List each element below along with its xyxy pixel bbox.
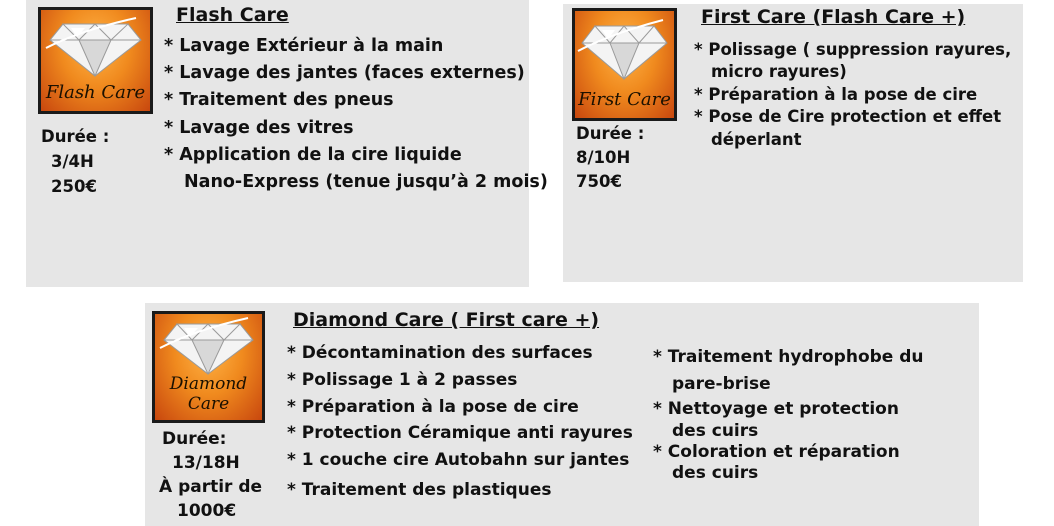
list-item: des cuirs xyxy=(672,421,759,441)
diamond-care-logo-text-2: Care xyxy=(187,394,230,414)
flash-care-card xyxy=(26,0,548,287)
list-item: * Protection Céramique anti rayures xyxy=(287,423,633,443)
first-care-card xyxy=(563,4,1023,282)
flash-care-info xyxy=(41,124,109,199)
list-item: * Pose de Cire protection et effet xyxy=(694,107,1002,127)
list-item: * Lavage des jantes (faces externes) xyxy=(164,63,525,84)
diamond-care-card xyxy=(145,303,979,526)
flash-care-title: Flash Care xyxy=(176,4,289,26)
list-item: pare-brise xyxy=(672,374,771,394)
duration-label: Durée: xyxy=(162,429,227,449)
duration-value: 8/10H xyxy=(576,148,631,167)
list-item: * Décontamination des surfaces xyxy=(287,343,593,363)
price-value: 750€ xyxy=(576,172,622,191)
diamond-care-features-right xyxy=(653,344,924,484)
first-care-logo-text: First Care xyxy=(578,89,671,110)
diamond-icon xyxy=(575,11,674,83)
first-care-title: First Care (Flash Care +) xyxy=(701,6,966,28)
list-item: des cuirs xyxy=(672,463,759,483)
flash-care-logo-text: Flash Care xyxy=(45,82,146,103)
flash-care-features xyxy=(164,33,548,196)
diamond-care-features-left xyxy=(287,340,633,506)
list-item: déperlant xyxy=(711,129,802,149)
diamond-care-logo-text-1: Diamond xyxy=(169,374,248,394)
first-care-info xyxy=(576,122,644,194)
list-item: * Traitement hydrophobe du xyxy=(653,347,924,367)
list-item: * Application de la cire liquide xyxy=(164,144,462,165)
list-item: * Lavage des vitres xyxy=(164,117,354,138)
duration-label: Durée : xyxy=(41,127,110,146)
duration-value: 13/18H xyxy=(172,453,240,473)
diamond-care-info xyxy=(159,427,262,523)
first-care-features xyxy=(694,39,1011,151)
list-item: Nano-Express (tenue jusqu’à 2 mois) xyxy=(184,172,548,193)
list-item: * 1 couche cire Autobahn sur jantes xyxy=(287,450,630,470)
list-item: * Coloration et réparation xyxy=(653,442,900,462)
list-item: * Traitement des pneus xyxy=(164,90,394,111)
duration-label: Durée : xyxy=(576,124,645,143)
diamond-icon xyxy=(41,10,150,80)
list-item: * Polissage ( suppression rayures, xyxy=(694,40,1012,59)
list-item: * Lavage Extérieur à la main xyxy=(164,36,444,56)
list-item: micro rayures) xyxy=(711,62,847,82)
diamond-icon xyxy=(155,314,262,378)
list-item: * Préparation à la pose de cire xyxy=(694,84,978,104)
list-item: * Polissage 1 à 2 passes xyxy=(287,370,518,390)
list-item: * Traitement des plastiques xyxy=(287,480,552,500)
diamond-care-logo xyxy=(152,311,265,423)
flash-care-logo xyxy=(38,7,153,114)
diamond-care-title: Diamond Care ( First care +) xyxy=(293,309,600,331)
duration-value: 3/4H xyxy=(51,152,94,171)
list-item: * Préparation à la pose de cire xyxy=(287,397,579,417)
price-prefix: À partir de xyxy=(159,477,263,497)
price-value: 250€ xyxy=(51,177,97,196)
price-value: 1000€ xyxy=(177,501,237,521)
list-item: * Nettoyage et protection xyxy=(653,399,899,419)
first-care-logo xyxy=(572,8,677,121)
